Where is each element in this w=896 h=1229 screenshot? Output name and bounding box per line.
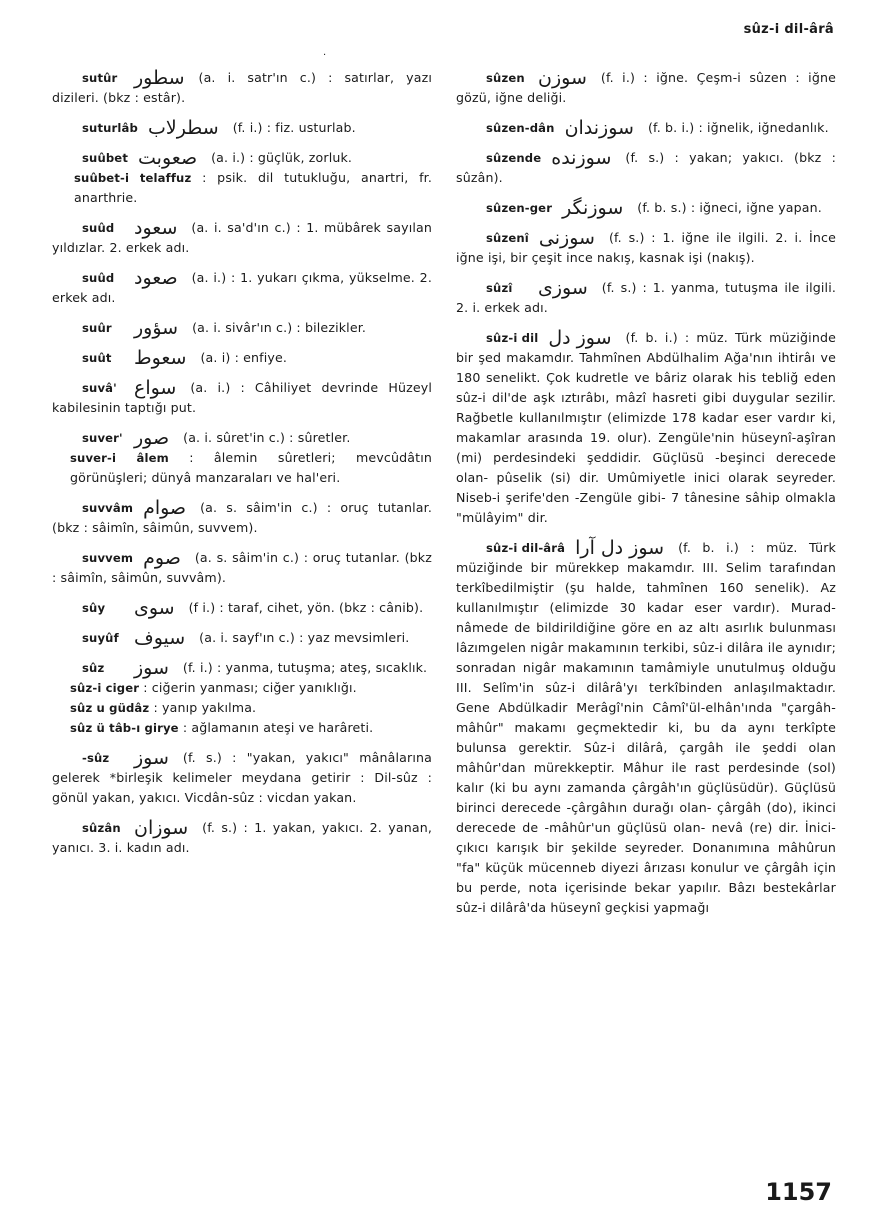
dictionary-entry <box>52 748 432 808</box>
headword: suût <box>82 351 112 365</box>
dictionary-entry <box>52 68 432 108</box>
arabic-script: سوى <box>134 597 175 619</box>
arabic-script: سوزندان <box>564 117 634 139</box>
definition: (a. i. sûret'in c.) : sûretler. <box>183 430 351 445</box>
left-column <box>52 68 432 868</box>
headword: sûzen <box>486 71 525 85</box>
headword: suvâ' <box>82 381 117 395</box>
definition: (f. s.) : yakan; yakıcı. (bkz : sûzân). <box>456 150 836 185</box>
headword: suvvâm <box>82 501 134 515</box>
headword: sûzî <box>486 281 513 295</box>
headword: suyûf <box>82 631 119 645</box>
arabic-script: سؤور <box>134 317 179 339</box>
headword: sûzen-dân <box>486 121 555 135</box>
definition: (f. s.) : 1. iğne ile ilgili. 2. i. İnce iğne işi, bir çeşit ince nakış, kasnak işi (nakış). <box>456 230 836 265</box>
definition: (a. s. sâim'in c.) : oruç tutanlar. (bkz : sâimîn, sâimûn, suvvem). <box>52 500 432 535</box>
definition: (f. i.) : fiz. usturlab. <box>232 120 356 135</box>
dictionary-entry <box>52 348 432 368</box>
arabic-script: صعوبت <box>138 147 198 169</box>
arabic-script: سوز دل <box>548 327 612 349</box>
dictionary-entry <box>52 598 432 618</box>
headword: suûr <box>82 321 112 335</box>
headword: sûz <box>82 661 105 675</box>
headword: sûzenî <box>486 231 529 245</box>
headword: sûy <box>82 601 106 615</box>
definition: : ağlamanın ateşi ve harâreti. <box>182 720 374 735</box>
dictionary-entry <box>52 658 432 678</box>
headword: suûd <box>82 221 115 235</box>
definition: : psik. dil tutukluğu, anartri, fr. anarthrie. <box>74 170 432 205</box>
dictionary-subentry <box>52 168 432 208</box>
definition: (a. i.) : Câhiliyet devrinde Hüzeyl kabilesinin taptığı put. <box>52 380 432 415</box>
dictionary-entry <box>456 148 836 188</box>
arabic-script: سواع <box>134 377 177 399</box>
dictionary-entry <box>52 318 432 338</box>
headword: sûzân <box>82 821 121 835</box>
dictionary-entry <box>456 538 836 918</box>
dictionary-entry <box>52 498 432 538</box>
definition: (f i.) : taraf, cihet, yön. (bkz : cânib). <box>188 600 424 615</box>
ink-dot: · <box>323 50 327 61</box>
headword: suver-i âlem <box>70 451 169 465</box>
dictionary-entry <box>456 68 836 108</box>
definition: (a. i. sa'd'ın c.) : 1. mübârek sayılan yıldızlar. 2. erkek adı. <box>52 220 432 255</box>
definition: (f. s.) : "yakan, yakıcı" mânâlarına gelerek *birleşik kelimeler meydana getirir : Dil-sûz : gönül yakan, yakıcı. Vicdân-sûz : vicdan yakan. <box>52 750 432 805</box>
definition: (a. i. sayf'ın c.) : yaz mevsimleri. <box>199 630 410 645</box>
headword: suûbet-i telaffuz <box>74 171 192 185</box>
definition: (f. s.) : 1. yanma, tutuşma ile ilgili. 2. i. erkek adı. <box>456 280 836 315</box>
arabic-script: صوم <box>143 547 181 569</box>
dictionary-entry <box>52 118 432 138</box>
dictionary-entry <box>52 268 432 308</box>
arabic-script: صوام <box>143 497 187 519</box>
headword: suvvem <box>82 551 134 565</box>
dictionary-entry <box>52 378 432 418</box>
headword: sûz u güdâz <box>70 701 150 715</box>
definition: : âlemin sûretleri; mevcûdâtın görünüşleri; dünyâ manzaraları ve hal'eri. <box>70 450 432 485</box>
arabic-script: سوزنى <box>538 227 595 249</box>
headword: sutûr <box>82 71 118 85</box>
definition: : yanıp yakılma. <box>153 700 257 715</box>
definition: (f. i.) : yanma, tutuşma; ateş, sıcaklık. <box>182 660 428 675</box>
definition: (f. b. i.) : müz. Türk müziğinde bir şed makamdır. Tahmînen Abdülhalim Ağa'nın ihtirâı ve 180 senelikt. Çok kudretle ve bâriz olarak his tebliğ eden sûz-i dil'de aşk ıztırâbı, mâzî hasreti gibi duygular sezilir. Rağbetle kullanılmıştır (elimizde 178 kadar eser vardır ki, makamlar arasında 19. olur). Zengüle'nin hüseynî-aşîran (mi) perdesindeki şeddidir. Güçlüsü -beşinci derecede olan- pûselik (si) dir. Umûmiyetle inici olarak seyreder. Niseb-i şerife'den -Zengüle gibi- 7 tânesine sâhip olmakla "mülâyim" dir. <box>456 330 836 525</box>
arabic-script: سوزى <box>538 277 588 299</box>
definition: (f. b. i.) : iğnelik, iğnedanlık. <box>647 120 829 135</box>
dictionary-entry <box>52 818 432 858</box>
headword: -sûz <box>82 751 110 765</box>
right-column <box>456 68 836 928</box>
dictionary-entry <box>456 198 836 218</box>
headword: suver' <box>82 431 123 445</box>
arabic-script: سوزن <box>538 67 587 89</box>
running-head: sûz-i dil-ârâ <box>743 22 834 37</box>
headword: sûz ü tâb-ı girye <box>70 721 179 735</box>
headword: sûzende <box>486 151 542 165</box>
dictionary-entry <box>52 218 432 258</box>
arabic-script: سعوط <box>134 347 187 369</box>
headword: suûd <box>82 271 115 285</box>
definition: (a. i. satr'ın c.) : satırlar, yazı dizileri. (bkz : estâr). <box>52 70 432 105</box>
headword: sûz-i dil <box>486 331 539 345</box>
definition: (a. s. sâim'in c.) : oruç tutanlar. (bkz : sâimîn, sâimûn, suvvâm). <box>52 550 432 585</box>
definition: (a. i.) : 1. yukarı çıkma, yükselme. 2. erkek adı. <box>52 270 432 305</box>
arabic-script: سيوف <box>134 627 186 649</box>
definition: (a. i. sivâr'ın c.) : bilezikler. <box>192 320 367 335</box>
arabic-script: سوزان <box>134 817 189 839</box>
dictionary-entry <box>52 548 432 588</box>
definition: (f. s.) : 1. yakan, yakıcı. 2. yanan, yanıcı. 3. i. kadın adı. <box>52 820 432 855</box>
arabic-script: سوزنگر <box>562 197 624 219</box>
dictionary-entry <box>456 118 836 138</box>
definition: (a. i.) : güçlük, zorluk. <box>211 150 353 165</box>
arabic-script: سوز <box>134 747 169 769</box>
headword: suûbet <box>82 151 129 165</box>
dictionary-entry <box>52 148 432 168</box>
page-number: 1157 <box>765 1178 832 1206</box>
dictionary-entry <box>52 428 432 448</box>
definition: : ciğerin yanması; ciğer yanıklığı. <box>143 680 357 695</box>
arabic-script: سوز دل آرا <box>575 537 665 559</box>
arabic-script: سوزنده <box>551 147 612 169</box>
definition: (f. b. i.) : müz. Türk müziğinde bir mürekkep makamdır. III. Selim tarafından terkîbedilmiştir (şu halde, tahmînen 160 senelik). Az kullanılmıştır (elimizde 30 kadar eser vardır). Murad-nâmede de bildirildiğine göre en az altı asırlık bulunması lâzımgelen nigâr makamının terkibi, sûz-i dilâra ile aynıdır; sonradan nigâr makamının tamâmiyle unutulmuş olduğu III. Selîm'in sûz-i dilârâ'yı terkîbinden anlaşılmaktadır. Gene Abdülkadir Merâgî'nin Câmî'ül-elhân'ında "çargâh-mâhûr" makamı geçmektedir ki, bu da aynı terkîpte bulunsa gerektir. Sûz-i dilârâ, çargâh ile şeddi olan mâhûr'dan mürekkeptir. Mâhur ile rast perdesinde (sol) kalır (ki bu aynı zamanda çârgâh'ın güçlüsüdür). Güçlüsü birinci derecede -çârgâhın durağı olan- çârgâh (do), ikinci derecede de -mâhûr'un güçlüsü olan- nevâ (re) dir. İnici-çıkıcı karışık bir şekilde seyreder. Donanımına mâhûrun "fa" küçük mücenneb diyezi ârızası konulur ve çârgâh için bu perde, nota içerisinde bekar yapılır. Bâzı bestekârlar sûz-i dilârâ'da hüseynî geçkisi yapmağı <box>456 540 836 915</box>
arabic-script: صعود <box>134 267 178 289</box>
arabic-script: سعود <box>134 217 178 239</box>
headword: sûzen-ger <box>486 201 553 215</box>
dictionary-subentry <box>52 678 432 698</box>
dictionary-subentry <box>52 448 432 488</box>
dictionary-entry <box>456 278 836 318</box>
headword: sûz-i ciger <box>70 681 140 695</box>
arabic-script: سوز <box>134 657 169 679</box>
definition: (f. i.) : iğne. Çeşm-i sûzen : iğne gözü, iğne deliği. <box>456 70 836 105</box>
arabic-script: صور <box>134 427 170 449</box>
arabic-script: سطور <box>134 67 185 89</box>
dictionary-subentry <box>52 698 432 718</box>
dictionary-entry <box>52 628 432 648</box>
arabic-script: سطرلاب <box>147 117 219 139</box>
headword: suturlâb <box>82 121 138 135</box>
dictionary-entry <box>456 228 836 268</box>
definition: (a. i) : enfiye. <box>200 350 288 365</box>
dictionary-entry <box>456 328 836 528</box>
dictionary-subentry <box>52 718 432 738</box>
headword: sûz-i dil-ârâ <box>486 541 566 555</box>
definition: (f. b. s.) : iğneci, iğne yapan. <box>637 200 822 215</box>
